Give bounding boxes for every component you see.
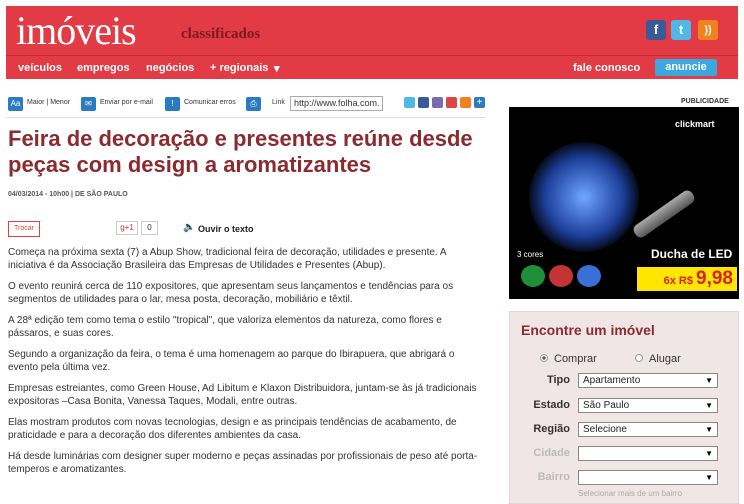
article-paragraph: A 28ª edição tem como tema o estilo "tropical", que valoriza elementos da natureza, como flores e pássaros, e suas cores. [8,315,442,339]
article-body [8,246,486,484]
radio-alugar[interactable]: Alugar [635,353,681,365]
regiao-label: Região [533,423,570,435]
chevron-down-icon[interactable]: ▾ [274,63,280,75]
radio-on-icon[interactable] [540,354,548,362]
googleplus-icon[interactable] [446,97,457,108]
link-field[interactable]: http://www.folha.com. [290,96,383,111]
dropdown-arrow-icon: ▼ [705,449,713,458]
article-paragraph: O evento reunirá cerca de 110 expositores, que apresentam seus lançamentos e tendências para os segmentos de utilidades para o lar, mesa posta, decoração, mobiliário e têxtil. [8,281,454,305]
listen-link[interactable]: Ouvir o texto [198,224,254,234]
print-icon[interactable]: ⎙ [246,97,261,111]
speaker-icon[interactable]: 🔈 [183,222,196,233]
finder-title: Encontre um imóvel [521,322,655,338]
nav-item-negocios[interactable]: negócios [146,62,195,74]
trocar-button[interactable]: Trocar [8,221,40,237]
radio-comprar[interactable]: Comprar [540,353,597,365]
site-logo[interactable]: imóveis [16,8,136,53]
gplus-count: 0 [141,221,158,235]
estado-select[interactable]: São Paulo ▼ [578,398,718,413]
ad-banner[interactable] [509,107,739,299]
site-header [6,6,738,79]
red-led-image [549,265,573,287]
article-paragraph: Começa na próxima sexta (7) a Abup Show, tradicional feira de decoração, utilidades e presente. A iniciativa é da Associação Brasileira das Empresas de Utilidades e Presentes (Abup). [8,247,447,271]
green-led-image [521,265,545,287]
dropdown-arrow-icon: ▼ [705,376,713,385]
site-logo-subtitle: classificados [181,26,261,42]
article-title: Feira de decoração e presentes reúne desde peças com design a aromatizantes [8,126,473,177]
ad-cores: 3 cores [517,250,544,259]
rss-icon[interactable] [460,97,471,108]
article-dateline: 04/03/2014 - 10h00 | DE SÃO PAULO [8,191,128,198]
font-size-icon[interactable]: Aa [8,97,23,111]
shower-handle-image [631,188,696,240]
article-toolbar [6,94,486,118]
ad-label: PUBLICIDADE [681,98,729,105]
tipo-select[interactable]: Apartamento ▼ [578,373,718,388]
header-top [6,6,738,54]
article-paragraph: Segundo a organização da feira, o tema é uma homenagem ao parque do Ibirapuera, que abrigará o evento pela última vez. [8,349,455,373]
contact-link[interactable]: fale conosco [573,62,641,74]
nav-item-empregos[interactable]: empregos [77,62,130,74]
font-size-label[interactable]: Maior | Menor [27,99,71,106]
link-label: Link [272,99,285,106]
bairro-select[interactable] [578,470,718,485]
report-icon[interactable]: ! [165,97,180,111]
twitter-icon[interactable]: t [671,20,691,40]
cidade-select[interactable] [578,446,718,461]
email-link[interactable]: Enviar por e-mail [100,99,153,106]
add-icon[interactable]: + [474,97,485,108]
tipo-label: Tipo [546,374,570,386]
shower-head-image [529,142,639,252]
rss-icon[interactable]: )) [698,20,718,40]
article-paragraph: Elas mostram produtos com novas tecnologias, design e as principais tendências de acabamento, de praticidade e para a decoração dos diferentes ambientes da casa. [8,417,457,441]
article-paragraph: Há desde luminárias com designer super moderno e peças assinadas por profissionais de peso até porta-temperos e aromatizantes. [8,451,478,475]
twitter-icon[interactable] [404,97,415,108]
property-finder [509,311,739,504]
ad-product: Ducha de LED [651,247,733,261]
facebook-icon[interactable]: f [646,20,666,40]
email-icon[interactable]: ✉ [81,97,96,111]
nav-item-regionais[interactable]: + regionais [210,62,269,74]
blue-led-image [577,265,601,287]
radio-off-icon[interactable] [635,354,643,362]
regiao-select[interactable]: Selecione ▼ [578,422,718,437]
nav-item-veiculos[interactable]: veículos [18,62,63,74]
ad-brand: clickmart [675,119,715,129]
bairro-label: Bairro [537,471,570,483]
orkut-icon[interactable] [432,97,443,108]
estado-label: Estado [533,399,570,411]
facebook-icon[interactable] [418,97,429,108]
anuncie-button[interactable]: anuncie [655,59,717,76]
article-paragraph: Empresas estreiantes, como Green House, Ad Libitum e Klaxon Distribuidora, juntam-se às já tradicionais expositoras –Casa Bonita, Vanessa Taques, Modali, entre outras. [8,383,477,407]
main-nav [6,55,738,79]
dropdown-arrow-icon: ▼ [705,401,713,410]
cidade-label: Cidade [533,447,570,459]
dropdown-arrow-icon: ▼ [705,425,713,434]
bairro-hint: Selecionar mais de um bairro [578,489,683,498]
ad-price: 6x R$ 9,98 [637,267,737,291]
dropdown-arrow-icon: ▼ [705,473,713,482]
gplus-button[interactable]: g+1 [116,221,138,235]
report-link[interactable]: Comunicar erros [184,99,236,106]
